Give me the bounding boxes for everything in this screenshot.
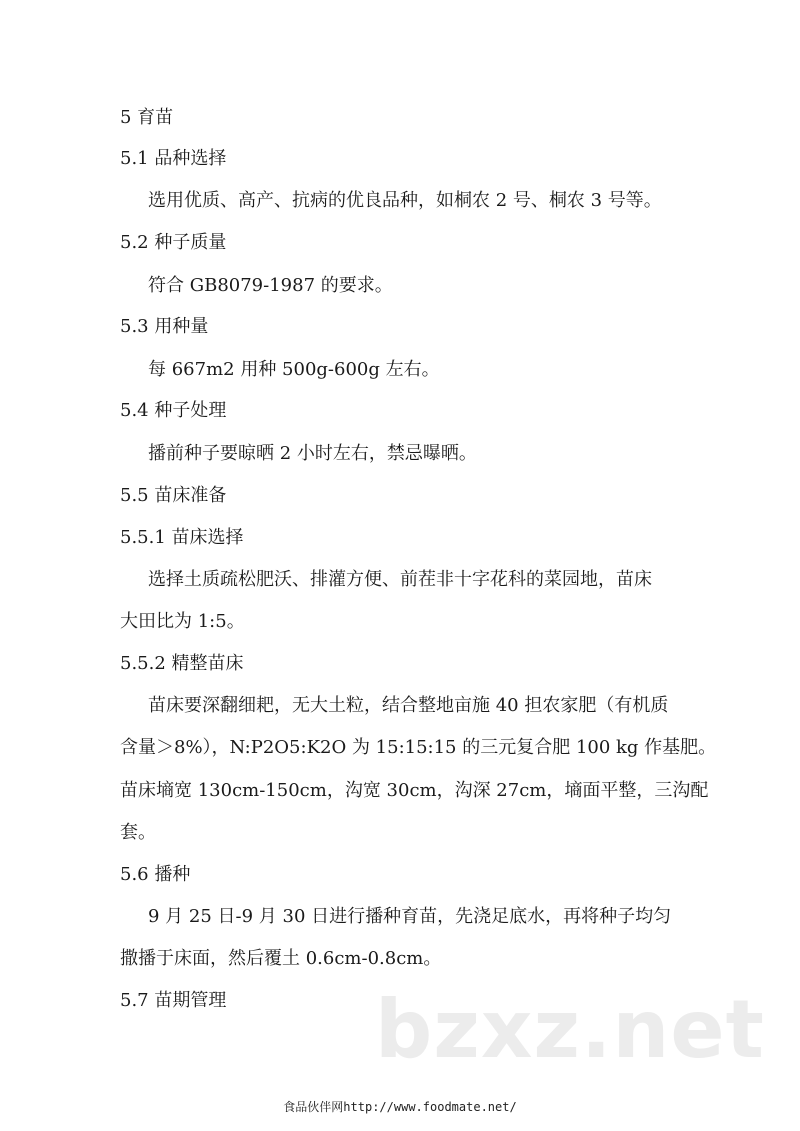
paragraph-continuation: 套。 [120, 822, 156, 843]
subsection-heading: 5.4 种子处理 [120, 400, 227, 421]
paragraph: 符合 GB8079-1987 的要求。 [148, 275, 393, 296]
paragraph: 9 月 25 日-9 月 30 日进行播种育苗，先浇足底水，再将种子均匀 [148, 906, 672, 927]
subsection-heading: 5.6 播种 [120, 864, 191, 885]
subsubsection-heading: 5.5.1 苗床选择 [120, 527, 244, 548]
paragraph: 播前种子要晾晒 2 小时左右，禁忌曝晒。 [148, 443, 477, 464]
watermark: bzxz.net [375, 983, 765, 1076]
paragraph-continuation: 含量＞8%），N:P2O5:K2O 为 15:15:15 的三元复合肥 100 kg 作基肥。 [120, 737, 717, 758]
paragraph: 苗床要深翻细耙，无大土粒，结合整地亩施 40 担农家肥（有机质 [148, 695, 669, 716]
subsection-heading: 5.3 用种量 [120, 316, 209, 337]
paragraph: 选择土质疏松肥沃、排灌方便、前茬非十字花科的菜园地，苗床 [148, 569, 652, 590]
paragraph-continuation: 苗床墒宽 130cm-150cm，沟宽 30cm，沟深 27cm，墒面平整，三沟配 [120, 780, 709, 801]
subsection-heading: 5.1 品种选择 [120, 148, 227, 169]
subsection-heading: 5.7 苗期管理 [120, 990, 227, 1011]
paragraph-continuation: 大田比为 1:5。 [120, 611, 245, 632]
page-footer: 食品伙伴网http://www.foodmate.net/ [283, 1100, 517, 1114]
subsection-heading: 5.2 种子质量 [120, 232, 227, 253]
paragraph: 每 667m2 用种 500g-600g 左右。 [148, 359, 440, 380]
paragraph-continuation: 撒播于床面，然后覆土 0.6cm-0.8cm。 [120, 948, 442, 969]
subsection-heading: 5.5 苗床准备 [120, 485, 227, 506]
section-heading: 5 育苗 [120, 107, 174, 128]
subsubsection-heading: 5.5.2 精整苗床 [120, 653, 244, 674]
paragraph: 选用优质、高产、抗病的优良品种，如桐农 2 号、桐农 3 号等。 [148, 190, 662, 211]
